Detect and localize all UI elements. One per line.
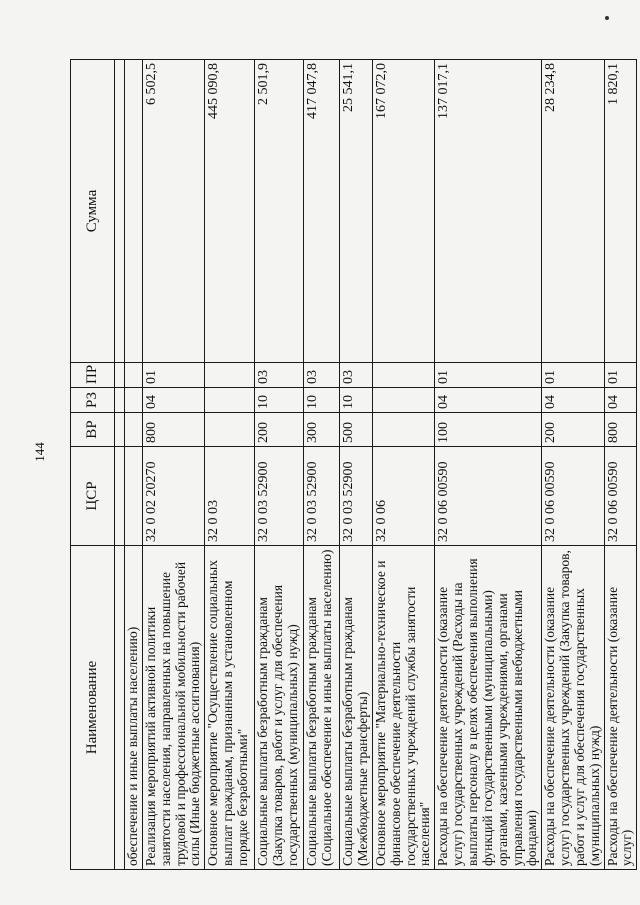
- row-vr: [372, 413, 434, 447]
- header-name: Наименование: [71, 546, 115, 870]
- row-sum: [125, 60, 143, 363]
- row-rz: 10: [340, 388, 373, 413]
- row-rz: 04: [604, 388, 637, 413]
- table-row: [205, 60, 255, 870]
- row-sum: 167 072,0: [372, 60, 434, 363]
- row-pr: 01: [604, 363, 637, 388]
- budget-table-frame: [70, 60, 635, 870]
- row-rz: [372, 388, 434, 413]
- row-rz: [205, 388, 255, 413]
- budget-table: [70, 59, 637, 870]
- row-name: Основное мероприятие "Материально-техническое и финансовое обеспечение деятельности государственных учреждений службы занятости населения": [372, 546, 434, 870]
- row-pr: [125, 363, 143, 388]
- header-vr: ВР: [71, 413, 115, 447]
- row-csr: 32 0 02 20270: [142, 447, 204, 546]
- row-name: Расходы на обеспечение деятельности (оказание услуг): [604, 546, 637, 870]
- row-pr: 01: [142, 363, 204, 388]
- row-csr: 32 0 03 52900: [340, 447, 373, 546]
- row-csr: [125, 447, 143, 546]
- row-vr: 200: [542, 413, 604, 447]
- row-pr: [372, 363, 434, 388]
- row-vr: 500: [340, 413, 373, 447]
- row-sum: 28 234,8: [542, 60, 604, 363]
- table-row: [372, 60, 434, 870]
- row-pr: 03: [340, 363, 373, 388]
- row-sum: 6 502,5: [142, 60, 204, 363]
- table-row: [340, 60, 373, 870]
- row-vr: [205, 413, 255, 447]
- row-sum: 137 017,1: [435, 60, 542, 363]
- row-rz: 04: [142, 388, 204, 413]
- row-name: Основное мероприятие "Осуществление социальных выплат гражданам, признанным в установленном порядке безработными": [205, 546, 255, 870]
- row-vr: 100: [435, 413, 542, 447]
- table-row: [142, 60, 204, 870]
- row-vr: [125, 413, 143, 447]
- row-csr: 32 0 03: [205, 447, 255, 546]
- header-rz: РЗ: [71, 388, 115, 413]
- row-csr: 32 0 06: [372, 447, 434, 546]
- row-name: Социальные выплаты безработным гражданам (Межбюджетные трансферты): [340, 546, 373, 870]
- row-rz: 04: [435, 388, 542, 413]
- scan-mark: [605, 16, 609, 20]
- row-sum: 445 090,8: [205, 60, 255, 363]
- table-header-row: [71, 60, 115, 870]
- header-csr: ЦСР: [71, 447, 115, 546]
- row-sum: 2 501,9: [255, 60, 304, 363]
- row-name: Социальные выплаты безработным гражданам (Социальное обеспечение и иные выплаты населению): [304, 546, 340, 870]
- row-name: Социальные выплаты безработным гражданам (Закупка товаров, работ и услуг для обеспечения государственных (муниципальных) нужд): [255, 546, 304, 870]
- row-vr: 200: [255, 413, 304, 447]
- row-rz: [125, 388, 143, 413]
- table-row: [542, 60, 604, 870]
- row-pr: 01: [542, 363, 604, 388]
- row-csr: 32 0 03 52900: [255, 447, 304, 546]
- row-pr: [205, 363, 255, 388]
- rotated-table-container: [70, 60, 635, 870]
- table-row: [304, 60, 340, 870]
- row-vr: 300: [304, 413, 340, 447]
- row-name: обеспечение и иные выплаты населению): [125, 546, 143, 870]
- row-name: Реализация мероприятий активной политики занятости населения, направленных на повышение трудовой и профессиональной мобильности рабочей силы (Иные бюджетные ассигнования): [142, 546, 204, 870]
- row-vr: 800: [604, 413, 637, 447]
- row-pr: 03: [304, 363, 340, 388]
- row-rz: 10: [255, 388, 304, 413]
- row-rz: 10: [304, 388, 340, 413]
- row-csr: 32 0 06 00590: [542, 447, 604, 546]
- row-sum: 417 047,8: [304, 60, 340, 363]
- table-row: [435, 60, 542, 870]
- row-sum: 25 541,1: [340, 60, 373, 363]
- page-number: 144: [32, 442, 47, 462]
- table-row: [125, 60, 143, 870]
- row-pr: 01: [435, 363, 542, 388]
- row-pr: 03: [255, 363, 304, 388]
- row-rz: 04: [542, 388, 604, 413]
- row-vr: 800: [142, 413, 204, 447]
- row-csr: 32 0 03 52900: [304, 447, 340, 546]
- header-sum: Сумма: [71, 60, 115, 363]
- table-row: [255, 60, 304, 870]
- header-pr: ПР: [71, 363, 115, 388]
- row-csr: 32 0 06 00590: [435, 447, 542, 546]
- row-name: Расходы на обеспечение деятельности (оказание услуг) государственных учреждений (Закупка товаров, работ и услуг для обеспечения государственных (муниципальных) нужд): [542, 546, 604, 870]
- table-row: [604, 60, 637, 870]
- row-sum: 1 820,1: [604, 60, 637, 363]
- row-csr: 32 0 06 00590: [604, 447, 637, 546]
- row-name: Расходы на обеспечение деятельности (оказание услуг) государственных учреждений (Расходы на выплаты персоналу в целях обеспечения выполнения функций государственными (муниципальными) органами, казенными учреждениями, органами управления государственными внебюджетными фондами): [435, 546, 542, 870]
- table-spacer-row: [115, 60, 125, 870]
